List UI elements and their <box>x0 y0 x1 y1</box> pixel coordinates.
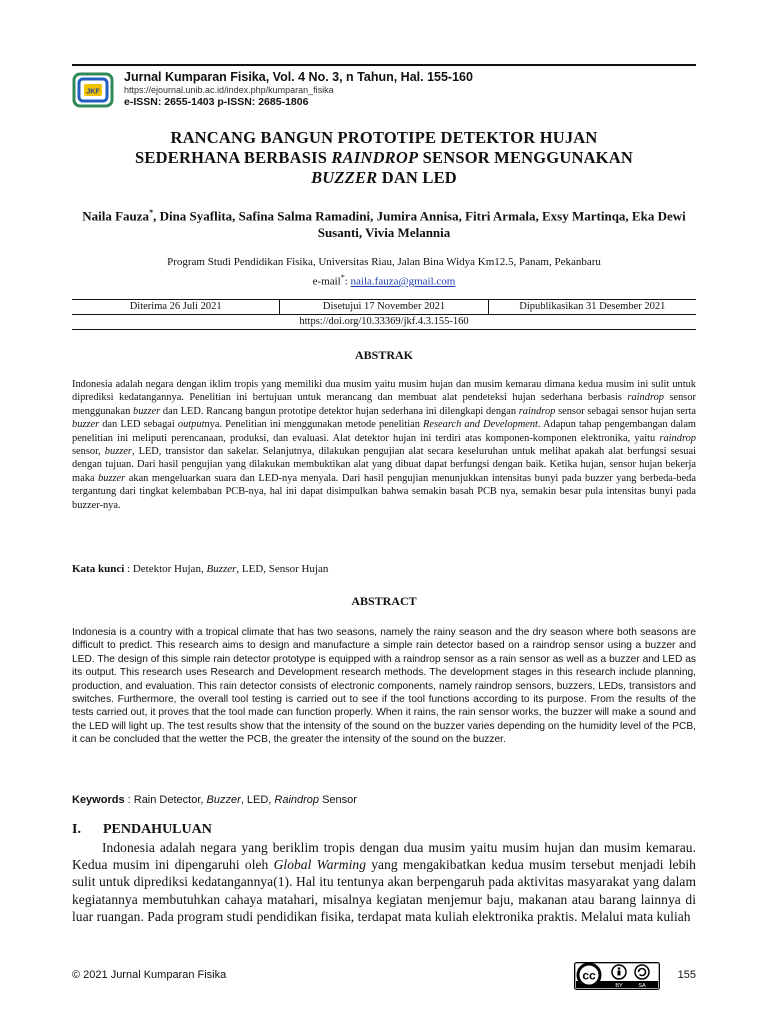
abstrak-heading: ABSTRAK <box>354 348 413 362</box>
abstract-heading: ABSTRACT <box>351 594 417 608</box>
page-number: 155 <box>677 969 696 981</box>
cc-text: cc <box>582 968 596 983</box>
journal-url[interactable]: https://ejournal.unib.ac.id/index.php/kumparan_fisika <box>124 85 334 95</box>
email-link[interactable]: naila.fauza@gmail.com <box>350 275 456 288</box>
author-list: Naila Fauza*, Dina Syaflita, Safina Salma Ramadini, Jumira Annisa, Fitri Armala, Exsy Martinqa, Eka Dewi Susanti, Vivia Melannia <box>82 208 686 241</box>
approved-date: Disetujui 17 November 2021 <box>279 300 487 314</box>
copyright: © 2021 Jurnal Kumparan Fisika <box>72 969 227 981</box>
by-text: BY <box>615 983 623 989</box>
keywords: Keywords : Rain Detector, Buzzer, LED, Raindrop Sensor <box>72 794 357 806</box>
page-footer <box>72 962 696 990</box>
intro-text: Indonesia adalah negara yang beriklim tropis dengan dua musim yaitu musim hujan dan musim kemarau. Kedua musim ini dipengaruhi oleh Global Warming yang mengakibatkan kedua musim tersebut menjadi lebih sulit untuk diprediksi kedatangannya(1). Hal itu tentunya akan berpengaruh pada aktivitas masyarakat yang dalam kegiatannya membutuhkan cahaya matahari, misalnya kegiatan menjemur baju, makanan atau barang lainnya di luar ruangan. Pada program studi pendidikan fisika, terdapat mata kuliah elektronika praktis. Melalui mata kuliah <box>72 840 696 924</box>
logo-text: JKF <box>86 88 100 96</box>
journal-logo-icon <box>72 70 116 110</box>
intro-heading: I. PENDAHULUAN <box>72 822 212 837</box>
sa-text: SA <box>638 983 646 989</box>
cc-by-sa-license-icon[interactable] <box>574 962 660 990</box>
kata-kunci: Kata kunci : Detektor Hujan, Buzzer, LED, Sensor Hujan <box>72 563 329 575</box>
dates-box <box>72 299 696 330</box>
journal-issn: e-ISSN: 2655-1403 p-ISSN: 2685-1806 <box>124 96 309 108</box>
received-date: Diterima 26 Juli 2021 <box>129 301 222 312</box>
journal-header <box>72 64 696 110</box>
abstract-text: Indonesia is a country with a tropical climate that has two seasons, namely the rainy season and the dry season where both seasons are difficult to predict. This research aims to design and manufacture a simple rain detector based on a raindrop sensor using a buzzer and LED. The design of this simple rain detector prototype is equipped with a raindrop sensor as a rain sensor as well as a buzzer and LED as its output. This research uses Research and Development research methods. The development stages in this research include planning, production, and evaluation. This rain detector consists of electronic components, namely raindrop sensors, buzzers, LEDs, transistors and switches. Furthermore, the overall tool testing is carried out to see if the tool functions according to its purpose. From the results of the tests carried out, it proves that the tool made can function properly. When it rains, the rain sensor works, the buzzer will make a sound and the LED will light up. The test results show that the intensity of the sound on the buzzer varies depending on the humidity level of the PCB, it can be concluded that the wetter the PCB, the greater the intensity of the sound on the buzzer. <box>72 627 696 746</box>
affiliation: Program Studi Pendidikan Fisika, Universitas Riau, Jalan Bina Widya Km12.5, Panam, Pekanbaru e-mail*: naila.fauza@gmail.com <box>167 256 601 288</box>
paper-title: RANCANG BANGUN PROTOTIPE DETEKTOR HUJAN SEDERHANA BERBASIS RAINDROP SENSOR MENGGUNAKAN BUZZER DAN LED <box>135 128 633 187</box>
doi-link[interactable]: https://doi.org/10.33369/jkf.4.3.155-160 <box>72 314 696 329</box>
journal-title: Jurnal Kumparan Fisika, Vol. 4 No. 3, n Tahun, Hal. 155-160 <box>124 70 473 84</box>
published-date: Dipublikasikan 31 Desember 2021 <box>488 300 696 314</box>
abstrak-text: Indonesia adalah negara dengan iklim tropis yang memiliki dua musim yaitu musim hujan dan musim kemarau dimana kedua musim ini sulit untuk diprediksi kedatangannya. Penelitian ini bertujuan untuk merancang dan membuat alat pendeteksi hujan sederhana berbasis raindrop sensor menggunakan buzzer dan LED. Rancang bangun prototipe detektor hujan sederhana ini dilengkapi dengan raindrop sensor sebagai sensor hujan serta buzzer dan LED sebagai outputnya. Penelitian ini menggunakan metode penelitian Research and Development. Adapun tahap pengembangan dalam penelitian ini meliputi perencanaan, produksi, dan evaluasi. Alat detektor hujan ini terdiri atas komponen-komponen elektronika, yaitu raindrop sensor, buzzer, LED, transistor dan sakelar. Selanjutnya, dilakukan pengujian alat secara keseluruhan untuk melihat apakah alat berfungsi sesuai dengan tujuan. Dari hasil pengujian yang dilakukan membuktikan alat yang dibuat dapat berfungsi dengan baik. Ketika hujan, sensor hujan bekerja maka buzzer akan mengeluarkan suara dan LED-nya menyala. Dari hasil pengujian menunjukkan intensitas bunyi pada buzzer yang berbeda-beda tergantung dari tingkat kelembaban PCB-nya, hal ini dapat disimpulkan bahwa semakin basah PCB nya, semakin besar pula intensitas bunyi pada buzzer-nya. <box>72 379 697 511</box>
